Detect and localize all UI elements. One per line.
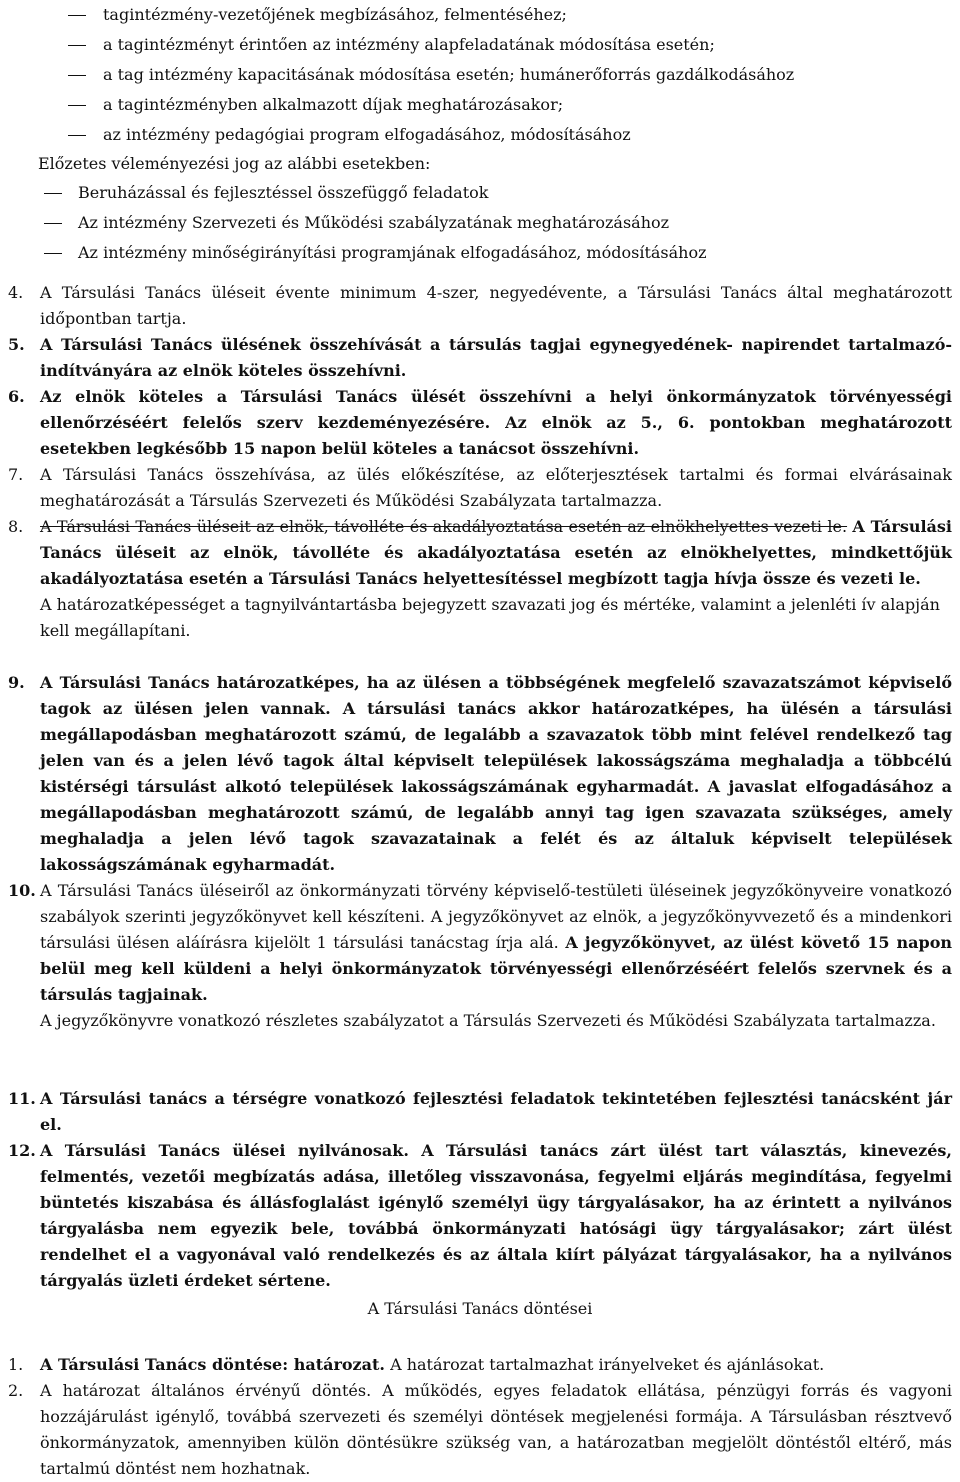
section-title: A Társulási Tanács döntései: [367, 1299, 593, 1318]
item-text: A Társulási Tanács határozatképes, ha az ülésen a többségének megfelelő szavazatszámot képviselő tagok az ülésen jelen vannak. A társulási tanács akkor határozatképes, ha ülésén a társulási megállapodásban meghatározott számú, de legalább a szavazatok több mint felével rendelkező tag jelen van és a jelen lévő tagok által képviselt települések lakosságszáma meghaladja a többcélú kistérségi társulást alkotó települések lakosságszámának egyharmadát. A javaslat elfogadásához a megállapodásban meghatározott számú, de legalább annyi tag igen szavazata szükséges, amely meghaladja a jelen lévő tagok szavazatainak a felét és az általuk képviselt települések lakosságszámának egyharmadát.: [40, 673, 952, 874]
item-text: A Társulási Tanács üléseit évente minimum 4-szer, negyedévente, a Társulási Tanács által meghatározott időpontban tartja.: [40, 283, 952, 328]
item-text: Az elnök köteles a Társulási Tanács ülését összehívni a helyi önkormányzatok törvényességi ellenőrzéséért felelős szerv kezdeményezésére. Az elnök az 5., 6. pontokban meghatározott esetekben legkésőbb 15 napon belül köteles a tanácsot összehívni.: [40, 387, 952, 458]
item-number: 7.: [8, 465, 24, 484]
bold-text: A jegyzőkönyvet, az ülést követő 15 napon belül meg kell küldeni a helyi önkormányzatok törvényességi ellenőrzéséért felelős szervnek és a társulás tagjainak.: [40, 933, 953, 1004]
list-item: Az intézmény minőségirányítási programjának elfogadásához, módosításához: [0, 238, 960, 268]
item-number: 11.: [8, 1089, 36, 1108]
list-item: Az intézmény Szervezeti és Működési szabályzatának meghatározásához: [0, 208, 960, 238]
list-item: az intézmény pedagógiai program elfogadásához, módosításához: [0, 120, 960, 150]
bold-text: A Társulási Tanács üléseit az elnök, távolléte és akadályoztatása esetén az elnökhelyettes, mindkettőjük akadályoztatása esetén a Társulási Tanács helyettesítéssel megbízott tagja hívja össze és vezeti le.: [40, 517, 953, 588]
dash-bullet: [68, 135, 86, 136]
item-text: [40, 514, 952, 644]
item-number: 12.: [8, 1141, 36, 1160]
dash-bullet: [68, 45, 86, 46]
item-number: 10.: [8, 881, 36, 900]
list-item: a tagintézményt érintően az intézmény alapfeladatának módosítása esetén;: [0, 30, 960, 60]
struck-text: A Társulási Tanács üléseit az elnök, távolléte és akadályoztatása esetén az elnökhelyettes vezeti le.: [40, 517, 848, 536]
dash-bullet: [68, 75, 86, 76]
dash-bullet: [68, 105, 86, 106]
item-number: 2.: [8, 1381, 24, 1400]
plain-text: A Társulási Tanács üléseiről az önkormányzati törvény képviselő-testületi üléseinek jegyzőkönyveire vonatkozó szabályok szerinti jegyzőkönyvet kell készíteni. A jegyzőkönyvet az elnök, a jegyzőkönyvvezető és a mindenkori társulási ülésen aláírásra kijelölt 1 társulási tanácstag írja alá.: [40, 881, 952, 952]
item-number: 1.: [8, 1355, 24, 1374]
item-number: 8.: [8, 517, 24, 536]
item-number: 4.: [8, 283, 24, 302]
item-number: 9.: [8, 673, 25, 692]
item-text: A Társulási Tanács ülései nyilvánosak. A Társulási tanács zárt ülést tart választás, kinevezés, felmentés, vezetői megbízatás adása, illetőleg visszavonása, fegyelmi eljárás megindítása, fegyelmi büntetés kiszabása és állásfoglalást igénylő személyi ügy tárgyalásakor, ha az érintett a nyilvános tárgyalásba nem egyezik bele, továbbá önkormányzati hatósági ügy tárgyalásakor; zárt ülést rendelhet el a vagyonával való rendelkezés és az általa kiírt pályázat tárgyalásakor, ha a nyilvános tárgyalás üzleti érdeket sértene.: [40, 1141, 952, 1290]
plain-text: A határozat tartalmazhat irányelveket és ajánlásokat.: [390, 1355, 825, 1374]
subheading: Előzetes véleményezési jog az alábbi esetekben:: [38, 154, 431, 173]
list-item: tagintézmény-vezetőjének megbízásához, felmentéséhez;: [0, 0, 960, 30]
item-text: [40, 1352, 952, 1378]
dash-bullet: [44, 223, 62, 224]
item-text: A Társulási tanács a térségre vonatkozó fejlesztési feladatok tekintetében fejlesztési tanácsként jár el.: [40, 1089, 952, 1134]
item-text: [40, 878, 952, 1034]
list-item: a tagintézményben alkalmazott díjak meghatározásakor;: [0, 90, 960, 120]
dash-bullet: [44, 193, 62, 194]
plain-text: A jegyzőkönyvre vonatkozó részletes szabályzatot a Társulás Szervezeti és Működési Szabályzata tartalmazza.: [40, 1011, 936, 1030]
bold-text: A Társulási Tanács döntése: határozat.: [40, 1355, 385, 1374]
top-list: [0, 0, 960, 268]
plain-text: A határozatképességet a tagnyilvántartásba bejegyzett szavazati jog és mértéke, valamint a jelenléti ív alapján kell megállapítani.: [40, 595, 940, 640]
item-text: A határozat általános érvényű döntés. A működés, egyes feladatok ellátása, pénzügyi forrás és vagyoni hozzájárulást igénylő, továbbá szervezeti és személyi döntések megjelenési formája. A Társulásban résztvevő önkormányzatok, amennyiben külön döntésükre szükség van, a határozatban megjelölt döntéstől eltérő, más tartalmú döntést nem hozhatnak.: [40, 1381, 952, 1478]
item-number: 5.: [8, 335, 25, 354]
dash-bullet: [68, 15, 86, 16]
item-text: A Társulási Tanács összehívása, az ülés előkészítése, az előterjesztések tartalmi és formai elvárásainak meghatározását a Társulás Szervezeti és Működési Szabályzata tartalmazza.: [40, 465, 952, 510]
list-item: Beruházással és fejlesztéssel összefüggő feladatok: [0, 178, 960, 208]
item-number: 6.: [8, 387, 25, 406]
item-text: A Társulási Tanács ülésének összehívását a társulás tagjai egynegyedének- napirendet tartalmazó-indítványára az elnök köteles összehívni.: [40, 335, 952, 380]
list-item: a tag intézmény kapacitásának módosítása esetén; humánerőforrás gazdálkodásához: [0, 60, 960, 90]
dash-bullet: [44, 253, 62, 254]
